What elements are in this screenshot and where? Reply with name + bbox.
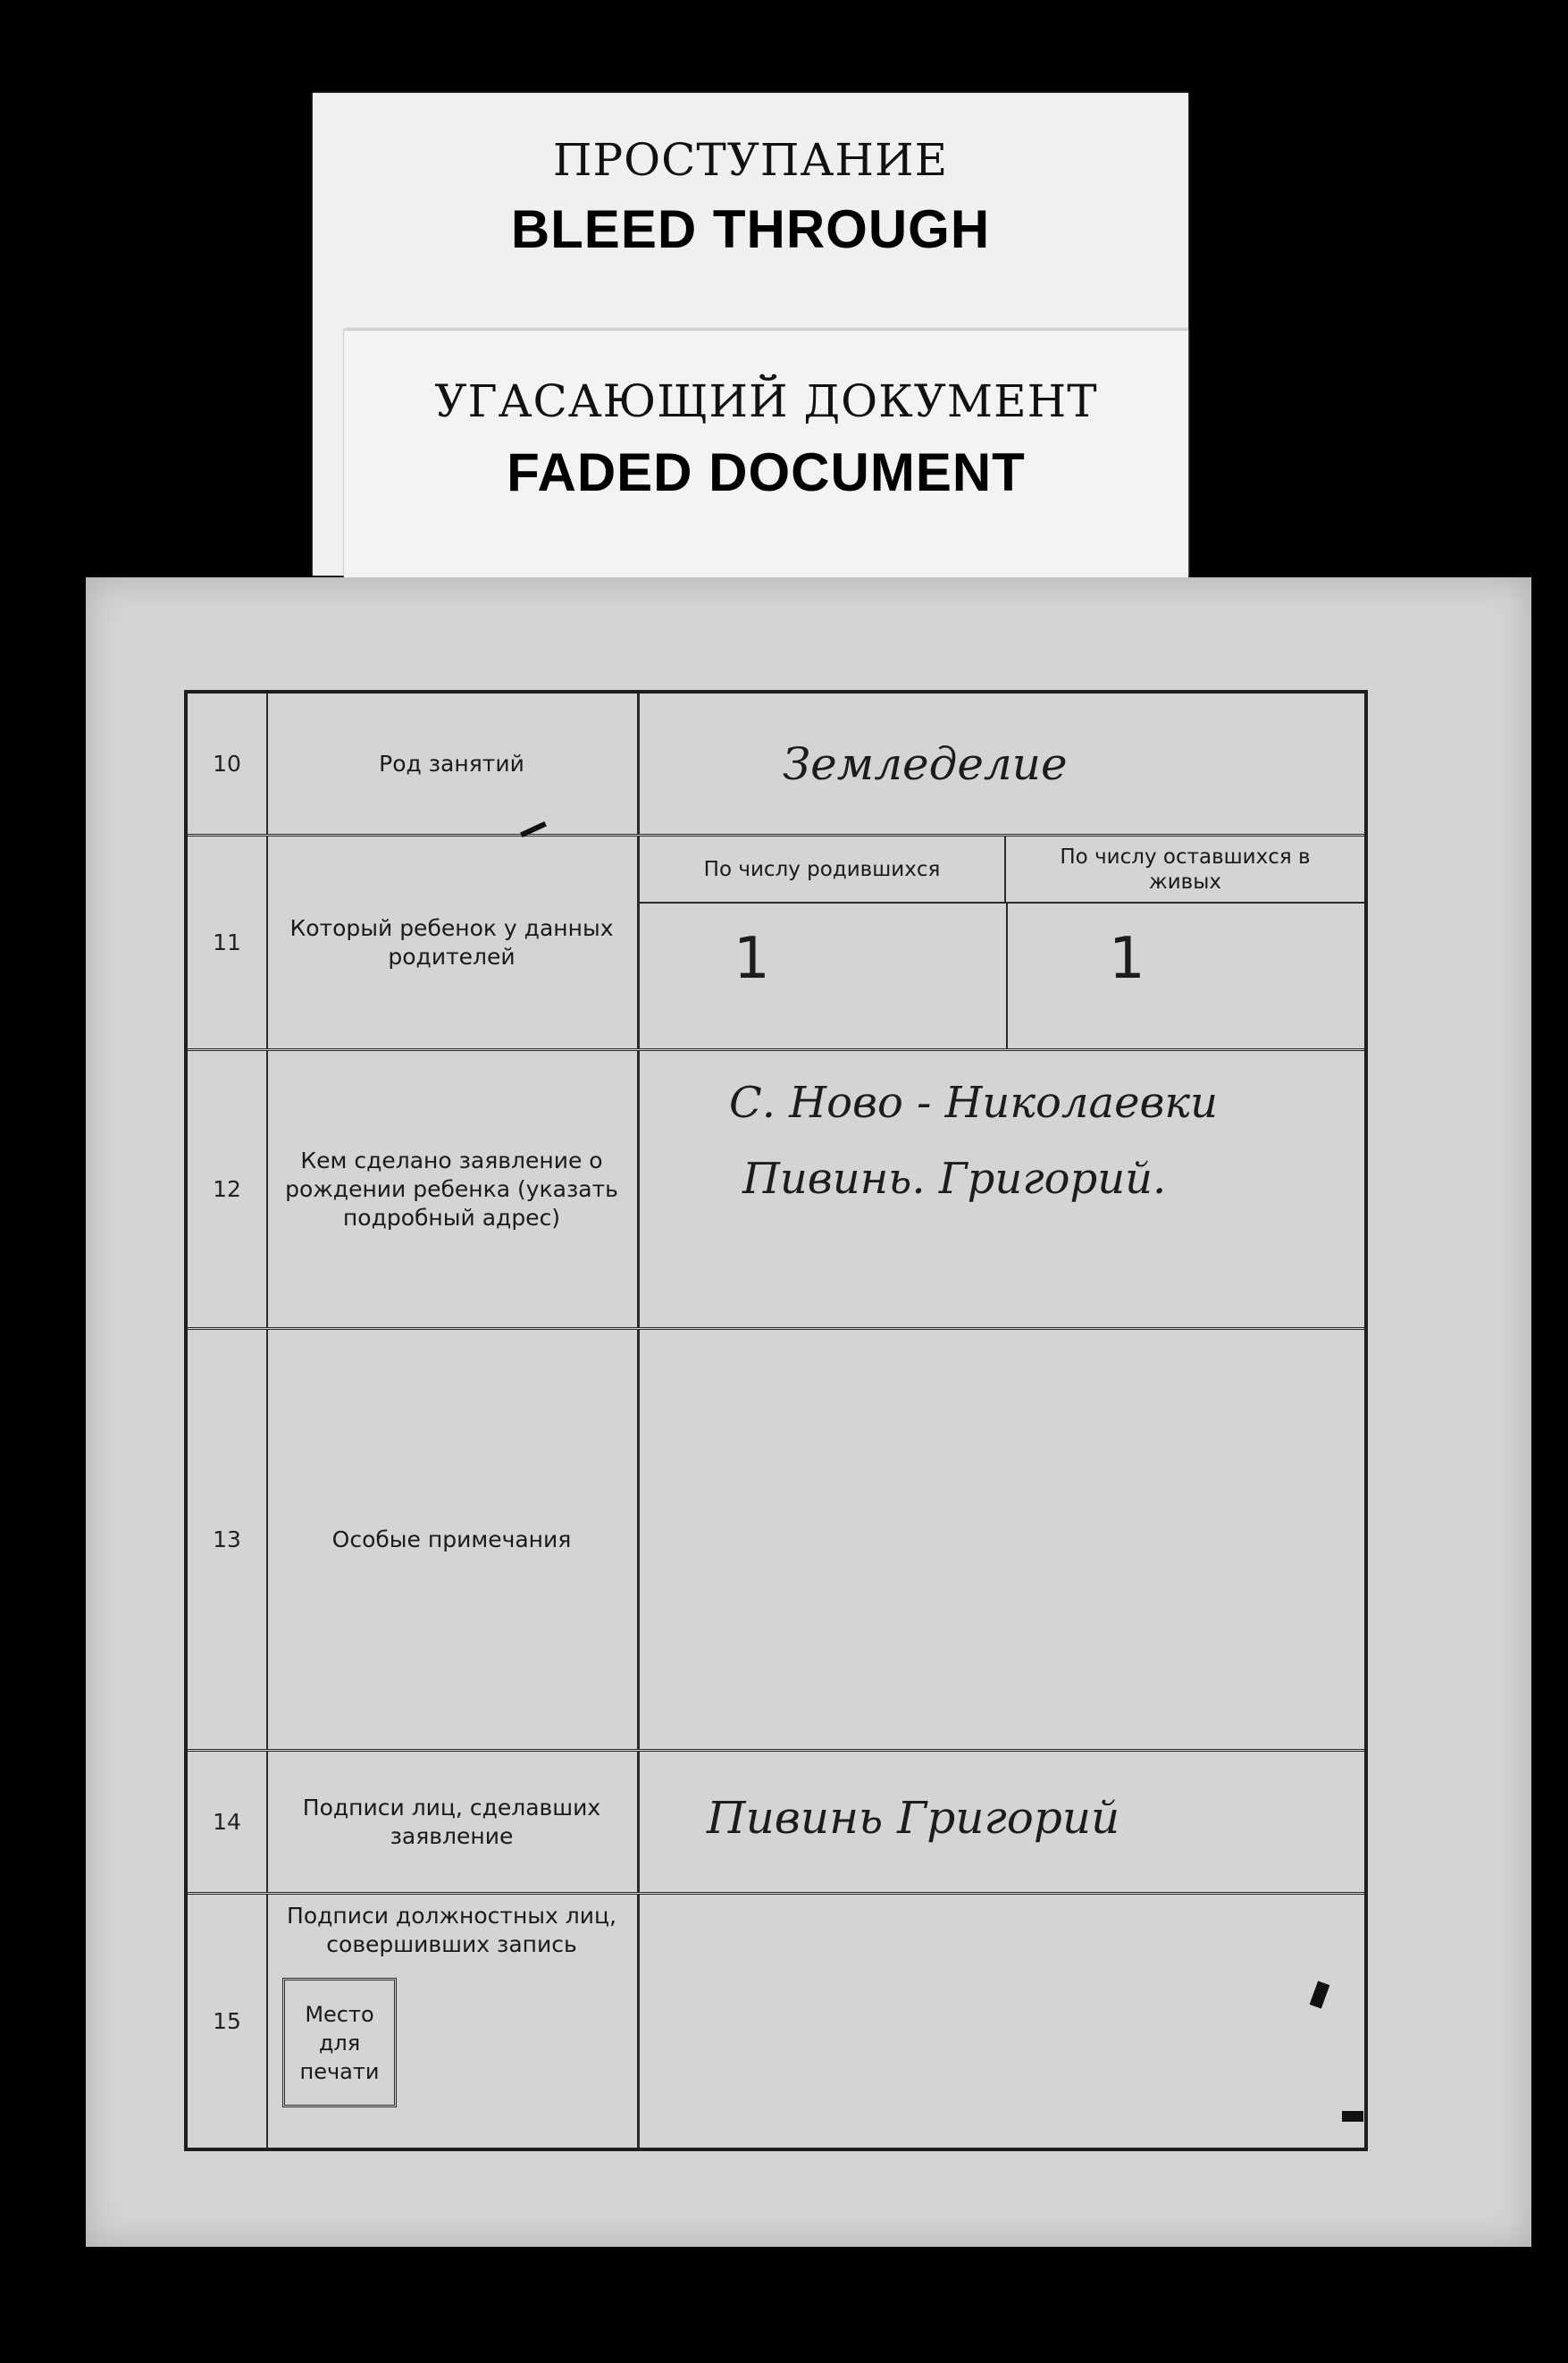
- stamp-placeholder-box: Место для печати: [282, 1978, 397, 2107]
- form-row-10: [188, 694, 1364, 837]
- born-count-value: 1: [734, 926, 770, 992]
- alive-count-value: 1: [1109, 926, 1145, 992]
- row-number: 14: [188, 1752, 268, 1892]
- row-label-child-order: Который ребенок у данных родителей: [266, 837, 640, 1048]
- declarant-name-handwritten: Пивинь. Григорий.: [742, 1154, 1167, 1204]
- born-count-header: По числу родившихся: [640, 837, 1006, 904]
- official-signature-cell: [640, 1895, 1364, 2148]
- row-number: 10: [188, 694, 268, 834]
- declarant-address-handwritten: С. Ново - Николаевки: [729, 1078, 1219, 1128]
- row-number: 12: [188, 1051, 268, 1327]
- row-label-occupation: Род занятий: [266, 694, 640, 834]
- birth-record-form-table: [184, 690, 1368, 2151]
- form-row-12: [188, 1051, 1364, 1330]
- row-number: 11: [188, 837, 268, 1048]
- special-notes-value-cell: [640, 1330, 1364, 1749]
- row-label-declarant-signatures: Подписи лиц, сделавших заявление: [266, 1752, 640, 1892]
- occupation-handwritten-value: Земледелие: [783, 738, 1068, 790]
- alive-count-cell: [1006, 904, 1364, 1048]
- alive-count-header: По числу оставшихся в живых: [1006, 837, 1364, 904]
- form-row-14: [188, 1752, 1364, 1895]
- declarant-signature-cell: [640, 1752, 1364, 1892]
- form-row-11: [188, 837, 1364, 1051]
- declarant-value-cell: [640, 1051, 1364, 1327]
- faded-document-ru-text: УГАСАЮЩИЙ ДОКУМЕНТ: [434, 375, 1098, 427]
- row-label-declarant: Кем сделано заявление о рождении ребенка (указать подробный адрес): [266, 1051, 640, 1327]
- row-label-official-signatures: Подписи должностных лиц, совершивших запись: [266, 1895, 640, 2148]
- faded-document-en-text: FADED DOCUMENT: [507, 442, 1026, 502]
- row-number: 13: [188, 1330, 268, 1749]
- form-row-13: [188, 1330, 1364, 1752]
- occupation-value-cell: [640, 694, 1364, 834]
- ink-mark: [1342, 2111, 1363, 2122]
- row-label-special-notes: Особые примечания: [266, 1330, 640, 1749]
- row-number: 15: [188, 1895, 268, 2148]
- bleed-through-en-text: BLEED THROUGH: [510, 199, 991, 259]
- declarant-signature-handwritten: Пивинь Григорий: [707, 1792, 1120, 1844]
- born-count-cell: [640, 904, 1008, 1048]
- child-order-value-cell: [640, 837, 1364, 1048]
- bleed-through-ru-text: ПРОСТУПАНИЕ: [552, 134, 949, 186]
- faded-document-label-card: [344, 329, 1188, 581]
